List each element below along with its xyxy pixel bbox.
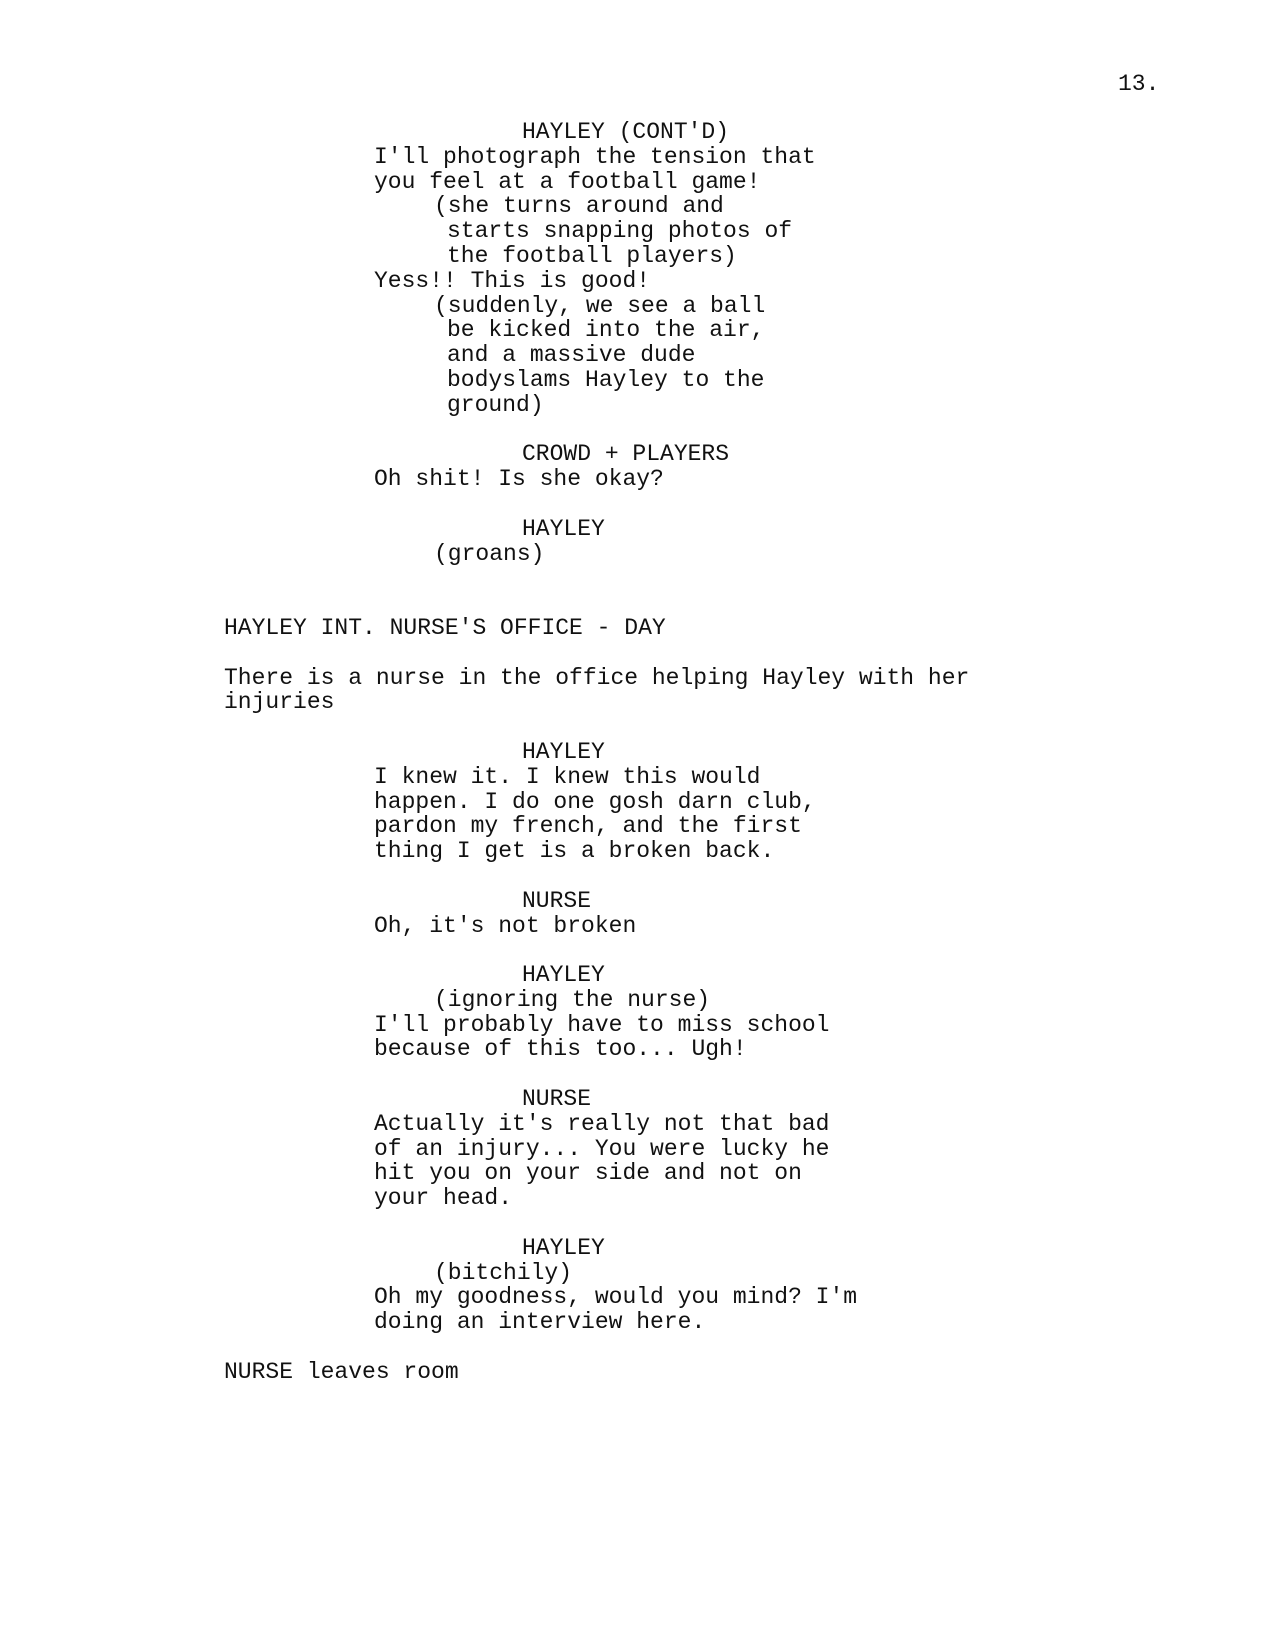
dialogue-line: Oh, it's not broken [374,912,637,939]
dialogue-line: happen. I do one gosh darn club, [374,788,816,815]
parenthetical-line: (groans) [434,540,545,567]
page-number: 13. [1118,71,1160,97]
dialogue-line: I'll photograph the tension that [374,143,816,170]
character-cue: HAYLEY (CONT'D) [522,119,730,145]
dialogue-line: I'll probably have to miss school [374,1011,830,1038]
dialogue-line: Oh my goodness, would you mind? I'm [374,1284,858,1311]
character-cue: CROWD + PLAYERS [522,441,730,468]
action-line: NURSE leaves room [224,1358,459,1385]
character-cue: HAYLEY [522,515,605,542]
parenthetical-line: and a massive dude [447,342,696,369]
dialogue-line: because of this too... Ugh! [374,1036,747,1063]
parenthetical-line: ground) [447,391,544,418]
dialogue-line: doing an interview here. [374,1309,706,1336]
character-cue: NURSE [522,1086,592,1113]
parenthetical-line: (she turns around and [434,193,724,220]
screenplay-body [0,120,1275,1385]
dialogue-line: hit you on your side and not on [374,1160,802,1187]
parenthetical-line: the football players) [447,242,737,269]
scene-heading: HAYLEY INT. NURSE'S OFFICE - DAY [224,614,666,641]
action-line: There is a nurse in the office helping Hayley with her [224,664,970,691]
character-cue: HAYLEY [522,738,605,765]
dialogue-line: of an injury... You were lucky he [374,1135,830,1162]
character-cue: HAYLEY [522,1234,605,1261]
dialogue-line: pardon my french, and the first [374,813,802,840]
character-cue: NURSE [522,887,592,914]
parenthetical-line: (ignoring the nurse) [434,986,711,1013]
parenthetical-line: be kicked into the air, [447,317,765,344]
dialogue-line: I knew it. I knew this would [374,763,761,790]
dialogue-line: Actually it's really not that bad [374,1110,830,1137]
parenthetical-line: (suddenly, we see a ball [434,292,766,319]
action-line: injuries [224,689,335,716]
dialogue-line: Oh shit! Is she okay? [374,466,664,493]
parenthetical-line: starts snapping photos of [447,218,793,245]
parenthetical-line: bodyslams Hayley to the [447,366,765,393]
dialogue-line: thing I get is a broken back. [374,838,775,865]
dialogue-line: you feel at a football game! [374,168,761,195]
dialogue-line: your head. [374,1185,513,1212]
character-cue: HAYLEY [522,962,605,989]
dialogue-line: Yess!! This is good! [374,267,651,294]
parenthetical-line: (bitchily) [434,1259,573,1286]
